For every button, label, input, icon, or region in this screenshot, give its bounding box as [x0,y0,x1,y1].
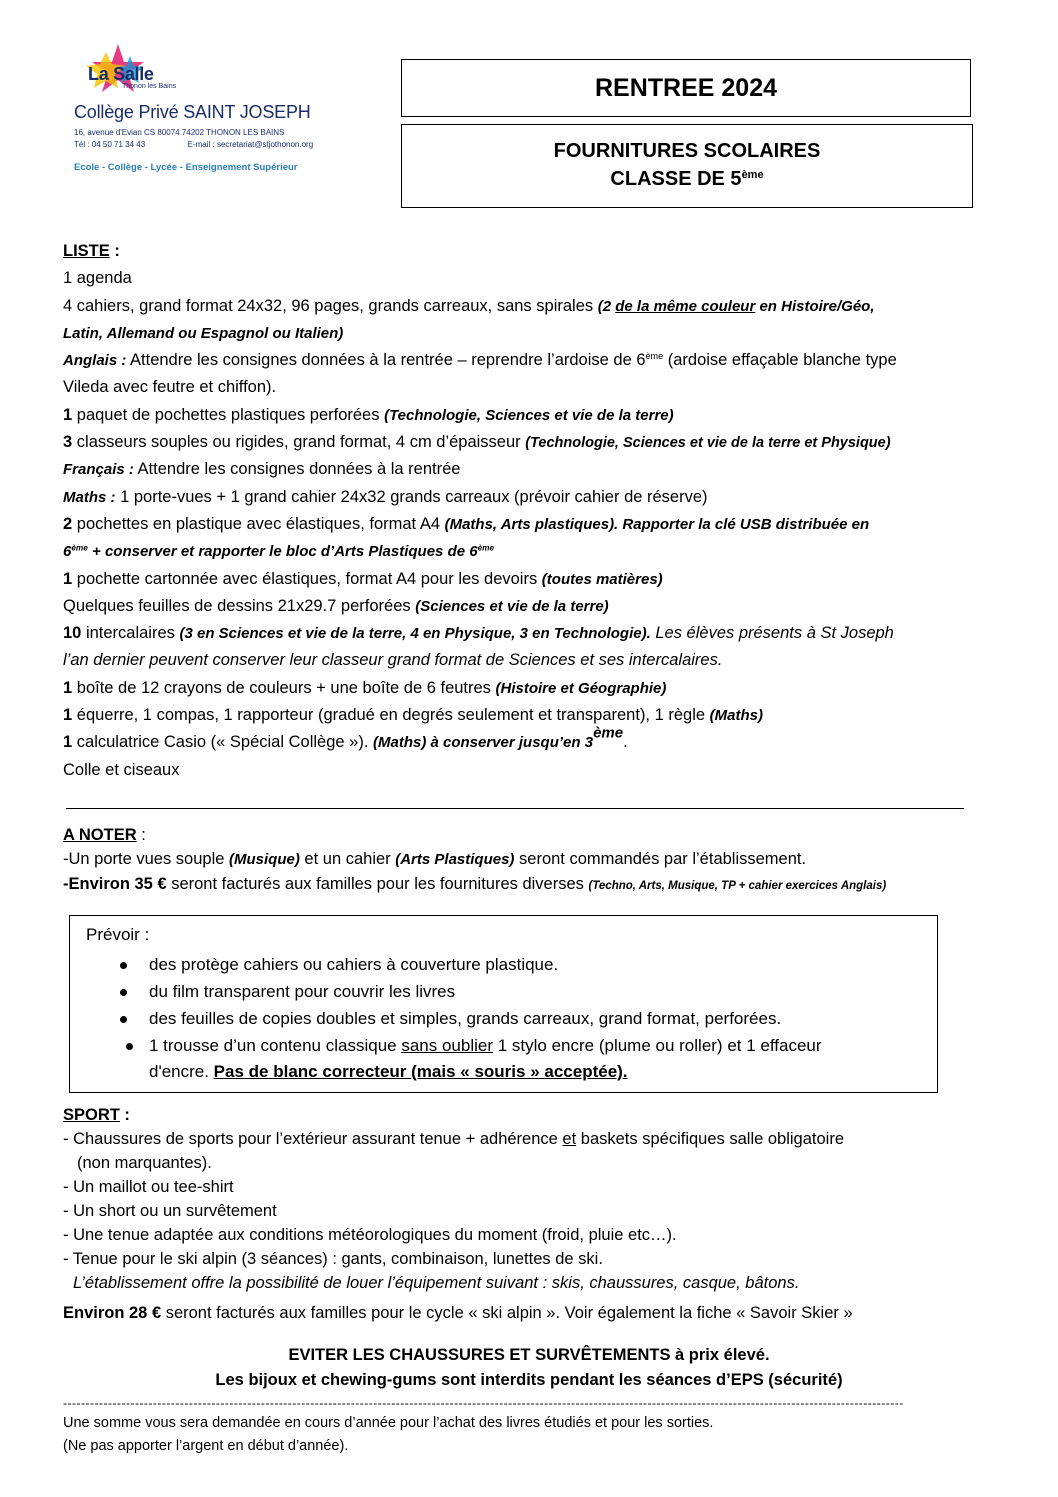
sport-item: - Une tenue adaptée aux conditions météorologiques du moment (froid, pluie etc…). [63,1226,677,1244]
sport-section [63,1103,853,1325]
warning-line: Les bijoux et chewing-gums sont interdits pendant les séances d’EPS (sécurité) [215,1371,843,1389]
logo-address: 16, avenue d'Evian CS 80074 74202 THONON LES BAINS [74,128,285,137]
list-item: Vileda avec feutre et chiffon). [63,378,277,397]
footer-line: (Ne pas apporter l’argent en début d’année). [63,1438,349,1454]
page-title: RENTREE 2024 [594,73,778,102]
sport-item: L’établissement offre la possibilité de louer l’équipement suivant : skis, chaussures, casque, bâtons. [73,1274,800,1292]
prevoir-item: des protège cahiers ou cahiers à couverture plastique. [70,952,930,978]
sport-cost: Environ 28 € seront facturés aux familles pour le cycle « ski alpin ». Voir également la fiche « Savoir Skier » [63,1304,853,1322]
bullet-icon [120,962,127,969]
school-logo [74,42,334,192]
sport-item: - Chaussures de sports pour l’extérieur assurant tenue + adhérence et baskets spécifiques salle obligatoire [63,1130,845,1148]
prevoir-heading: Prévoir : [86,925,150,944]
class-sup: ème [741,168,764,181]
logo-school: Collège Privé SAINT JOSEPH [74,102,311,122]
list-item: Latin, Allemand ou Espagnol ou Italien) [63,324,344,342]
sport-item: (non marquantes). [77,1154,212,1172]
list-item: 1 agenda [63,269,132,288]
note-section [63,823,886,898]
list-item: 4 cahiers, grand format 24x32, 96 pages, grands carreaux, sans spirales (2 de la même couleur en Histoire/Géo, [63,296,875,315]
list-heading-colon: : [109,242,120,260]
list-item: 10 intercalaires (3 en Sciences et vie de la terre, 4 en Physique, 3 en Technologie). Les élèves présents à St Joseph [63,624,894,643]
list-item: Maths : 1 porte-vues + 1 grand cahier 24x32 grands carreaux (prévoir cahier de réserve) [63,487,708,506]
list-heading: LISTE [63,242,110,260]
prevoir-box [69,915,938,1093]
dashed-divider: ------------------------------------------------------------------------------------------------------------------------------------------------------------------------------------------- [63,1396,904,1410]
logo-levels: Ecole - Collège - Lycée - Enseignement Supérieur [74,162,298,173]
logo-contact [74,140,313,149]
logo-phone: Tél : 04 50 71 34 43 [74,140,146,149]
note-heading: A NOTER [63,826,137,844]
list-item: 1 paquet de pochettes plastiques perforées (Technologie, Sciences et vie de la terre) [63,405,674,424]
bullet-icon [126,1043,133,1050]
logo-name: La Salle [88,64,154,84]
note-heading-colon: : [136,826,146,844]
sport-item: - Tenue pour le ski alpin (3 séances) : gants, combinaison, lunettes de ski. [63,1250,603,1268]
list-item: Colle et ciseaux [63,760,180,779]
footer-notes [63,1412,713,1458]
list-item: Anglais : Attendre les consignes données à la rentrée – reprendre l’ardoise de 6ème (ardoise effaçable blanche type [63,351,897,370]
list-item: Français : Attendre les consignes données à la rentrée [63,460,461,479]
class-label: CLASSE DE 5 [610,168,742,190]
sport-item: - Un short ou un survêtement [63,1202,277,1220]
bullet-icon [120,1016,127,1023]
list-item: 1 boîte de 12 crayons de couleurs + une boîte de 6 feutres (Histoire et Géographie) [63,678,667,697]
list-item: 3 classeurs souples ou rigides, grand format, 4 cm d’épaisseur (Technologie, Sciences et vie de la terre et Physique) [63,433,891,452]
logo-email: E-mail : secretariat@stjothonon.org [187,140,314,149]
prevoir-item: 1 trousse d’un contenu classique sans oublier 1 stylo encre (plume ou roller) et 1 effaceur d'encre. Pas de blanc correcteur (mais « souris » acceptée). [70,1033,930,1085]
note-line: -Environ 35 € seront facturés aux familles pour les fournitures diverses (Techno, Arts, Musique, TP + cahier exercices Anglais) [63,875,887,893]
footer-line: Une somme vous sera demandée en cours d’année pour l’achat des livres étudiés et pour les sorties. [63,1415,714,1431]
title-box [401,59,971,117]
warning-line: EVITER LES CHAUSSURES ET SURVÊTEMENTS à prix élevé. [288,1346,770,1364]
supply-list [63,238,993,784]
prevoir-item: du film transparent pour couvrir les livres [70,979,930,1005]
list-item: 1 pochette cartonnée avec élastiques, format A4 pour les devoirs (toutes matières) [63,569,663,588]
subtitle-class [402,165,972,193]
list-item: 1 calculatrice Casio (« Spécial Collège »). (Maths) à conserver jusqu’en 3ème. [63,724,628,752]
prevoir-item: des feuilles de copies doubles et simples, grands carreaux, grand format, perforées. [70,1006,930,1032]
list-item: l’an dernier peuvent conserver leur classeur grand format de Sciences et ses intercalaires. [63,651,723,670]
sport-item: - Un maillot ou tee-shirt [63,1178,234,1196]
note-line: -Un porte vues souple (Musique) et un cahier (Arts Plastiques) seront commandés par l’établissement. [63,850,807,868]
subtitle-supplies: FOURNITURES SCOLAIRES [553,140,821,162]
bullet-icon [120,989,127,996]
sport-heading: SPORT [63,1106,120,1124]
list-item: 1 équerre, 1 compas, 1 rapporteur (gradué en degrés seulement et transparent), 1 règle (Maths) [63,706,763,725]
divider [66,808,964,809]
list-item: Quelques feuilles de dessins 21x29.7 perforées (Sciences et vie de la terre) [63,596,609,615]
sport-heading-colon: : [119,1106,130,1124]
prevoir-list [70,952,930,1085]
list-item: 6ème + conserver et rapporter le bloc d’Arts Plastiques de 6ème [63,543,495,561]
list-item: 2 pochettes en plastique avec élastiques, format A4 (Maths, Arts plastiques). Rapporter la clé USB distribuée en [63,514,870,533]
logo-town: Thonon les Bains [122,83,177,90]
subtitle-box [401,124,973,208]
